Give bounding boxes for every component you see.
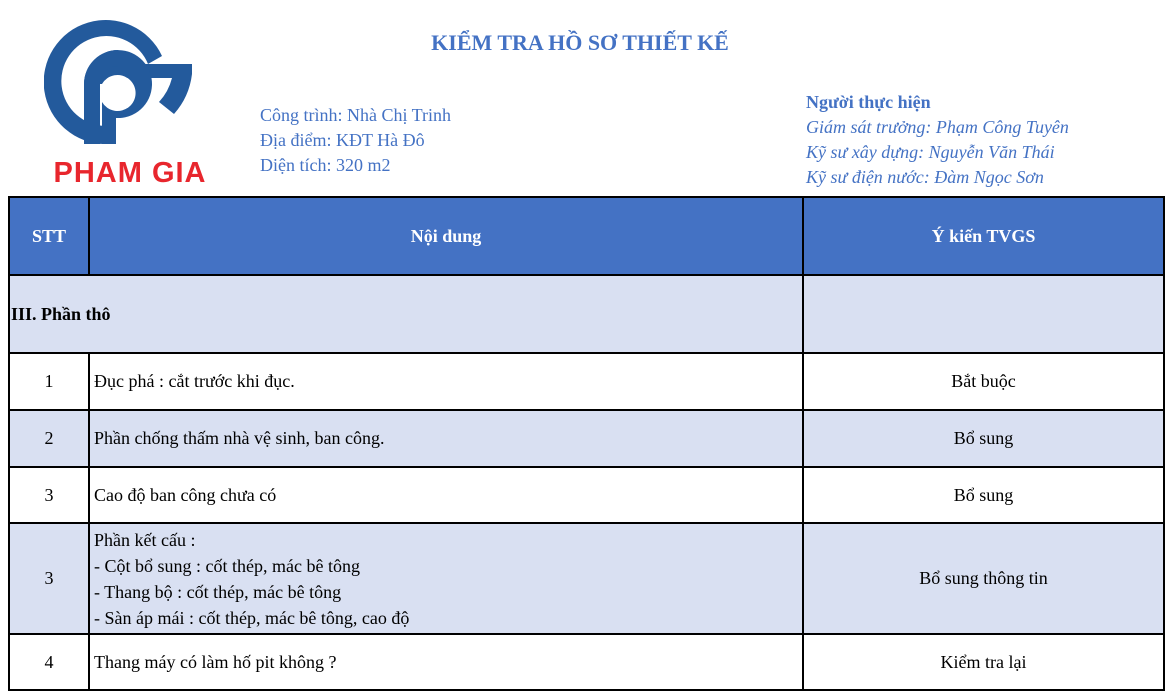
project-name: Công trình: Nhà Chị Trinh: [260, 105, 452, 125]
pg-circle-logo-icon: [44, 14, 194, 154]
row-stt: 1: [9, 353, 89, 410]
team-member: Giám sát trưởng: Phạm Công Tuyên: [806, 117, 1069, 137]
row-opinion: Kiểm tra lại: [803, 634, 1164, 690]
team-member: Kỹ sư xây dựng: Nguyễn Văn Thái: [806, 142, 1055, 162]
column-header-opinion: Ý kiến TVGS: [803, 197, 1164, 275]
team-info: [806, 90, 1069, 190]
brand-name: PHAM GIA: [53, 157, 207, 189]
row-content: Cao độ ban công chưa có: [89, 467, 803, 523]
section-row: [9, 275, 1164, 353]
table-row: [9, 353, 1164, 410]
team-member: Kỹ sư điện nước: Đàm Ngọc Sơn: [806, 167, 1044, 187]
project-location: Địa điểm: KĐT Hà Đô: [260, 130, 425, 150]
team-heading: Người thực hiện: [806, 92, 931, 112]
table-row: [9, 523, 1164, 634]
table-row: [9, 410, 1164, 467]
table-row: [9, 634, 1164, 690]
company-logo: [30, 14, 207, 189]
row-stt: 4: [9, 634, 89, 690]
row-content-heading: Phần kết cấu :: [94, 529, 196, 550]
column-header-stt: STT: [9, 197, 89, 275]
row-content: Phần chống thấm nhà vệ sinh, ban công.: [89, 410, 803, 467]
section-title: III. Phần thô: [9, 275, 803, 353]
page-title: KIỂM TRA HỒ SƠ THIẾT KẾ: [431, 30, 729, 55]
row-content: [89, 523, 803, 634]
row-stt: 2: [9, 410, 89, 467]
project-area: Diện tích: 320 m2: [260, 155, 391, 175]
section-empty-cell: [803, 275, 1164, 353]
row-content: Đục phá : cắt trước khi đục.: [89, 353, 803, 410]
table-row: [9, 467, 1164, 523]
row-opinion: Bổ sung thông tin: [803, 523, 1164, 634]
checklist-table: [8, 196, 1165, 691]
column-header-content: Nội dung: [89, 197, 803, 275]
row-stt: 3: [9, 467, 89, 523]
row-content: Thang máy có làm hố pit không ?: [89, 634, 803, 690]
project-info: [260, 103, 451, 178]
row-stt: 3: [9, 523, 89, 634]
row-content-bullet: - Thang bộ : cốt thép, mác bê tông: [94, 581, 342, 602]
table-header-row: [9, 197, 1164, 275]
row-opinion: Bổ sung: [803, 467, 1164, 523]
row-content-bullet: - Sàn áp mái : cốt thép, mác bê tông, cao độ: [94, 607, 410, 628]
row-content-bullet: - Cột bổ sung : cốt thép, mác bê tông: [94, 555, 360, 576]
row-opinion: Bổ sung: [803, 410, 1164, 467]
row-opinion: Bắt buộc: [803, 353, 1164, 410]
